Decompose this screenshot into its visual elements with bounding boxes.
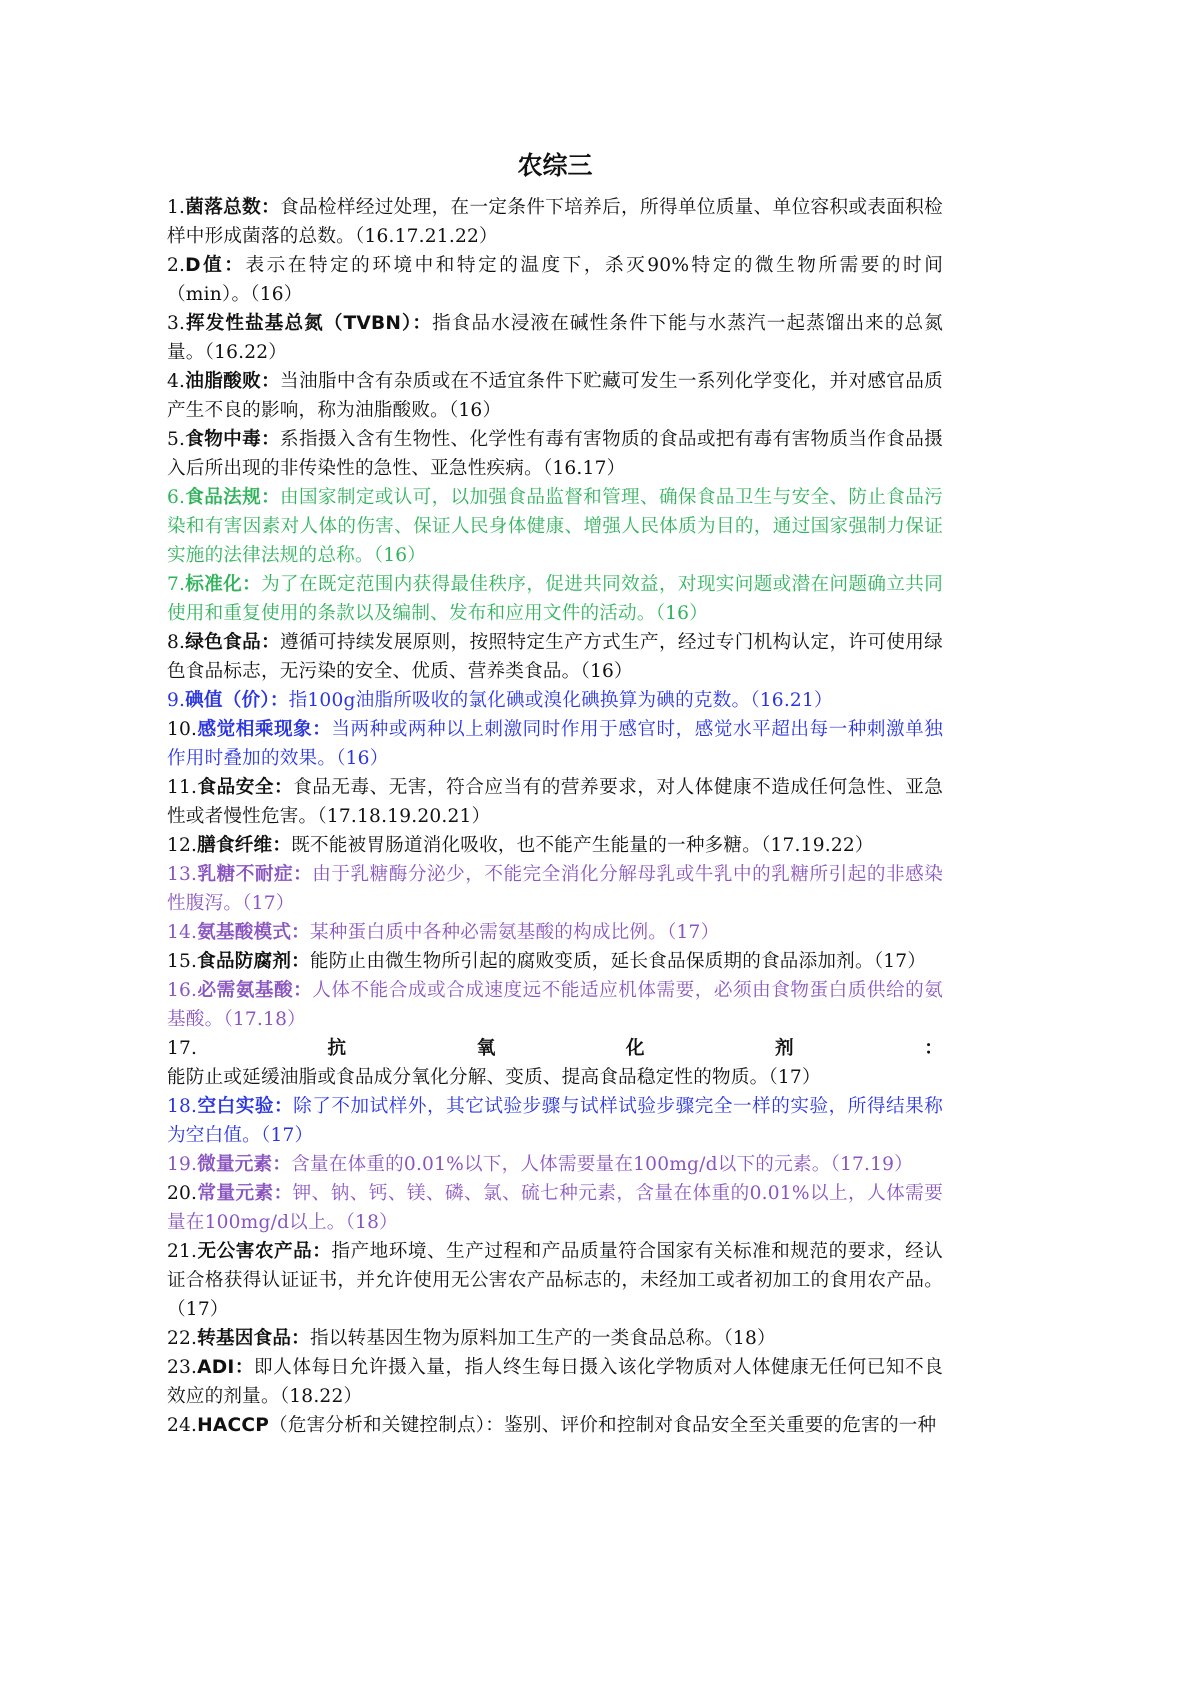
entry-separator: ： — [242, 574, 262, 595]
entry-separator: ： — [261, 487, 281, 508]
entry-definition: 钾、钠、钙、镁、磷、氯、硫七种元素，含量在体重的0.01%以上，人体需要量在100mg/d以上。（18） — [167, 1183, 943, 1233]
entry-separator: ： — [412, 313, 433, 334]
entry-term: HACCP — [197, 1415, 270, 1436]
entry-term: 油脂酸败 — [185, 371, 262, 392]
entry-term: 标准化 — [185, 574, 243, 595]
definition-entry — [167, 860, 943, 918]
entry-number: 7. — [167, 574, 186, 595]
definition-entry — [167, 976, 943, 1034]
entry-number: 10. — [167, 719, 198, 740]
entry-number: 2. — [167, 255, 186, 276]
definition-entry — [167, 251, 943, 309]
entry-separator: ： — [291, 922, 310, 943]
entry-definition: 能防止或延缓油脂或食品成分氧化分解、变质、提高食品稳定性的物质。（17） — [167, 1067, 821, 1088]
entry-number: 19. — [167, 1154, 198, 1175]
entry-number: 15. — [167, 951, 198, 972]
entry-term: 空白实验 — [197, 1096, 274, 1117]
entry-number: 24. — [167, 1415, 198, 1436]
entry-term: 感觉相乘现象 — [197, 719, 313, 740]
definition-entry — [167, 1179, 943, 1237]
definition-entry — [167, 918, 943, 947]
definition-entry — [167, 947, 943, 976]
entry-term: 抗氧化剂 — [197, 1038, 925, 1059]
entry-separator: ： — [312, 1241, 332, 1262]
entry-separator: ： — [272, 835, 292, 856]
entry-separator: ： — [261, 371, 281, 392]
entry-definition: 指100g油脂所吸收的氯化碘或溴化碘换算为碘的克数。（16.21） — [288, 690, 833, 711]
entry-term: 必需氨基酸 — [197, 980, 294, 1001]
entry-definition: 为了在既定范围内获得最佳秩序，促进共同效益，对现实问题或潜在问题确立共同使用和重复使用的条款以及编制、发布和应用文件的活动。（16） — [167, 574, 944, 624]
definition-entry — [167, 309, 943, 367]
entry-separator: ： — [272, 1154, 292, 1175]
entry-number: 17. — [167, 1038, 198, 1059]
entry-term: 转基因食品 — [197, 1328, 292, 1349]
entry-term: 常量元素 — [197, 1183, 274, 1204]
entry-separator: ： — [291, 1328, 310, 1349]
entry-term: 无公害农产品 — [197, 1241, 313, 1262]
entry-separator: ： — [273, 1183, 293, 1204]
entry-separator: ： — [293, 980, 313, 1001]
entry-definition: 指产地环境、生产过程和产品质量符合国家有关标准和规范的要求，经认证合格获得认证证书，并允许使用无公害农产品标志的，未经加工或者初加工的食用农产品。（17） — [167, 1241, 943, 1320]
definition-list — [167, 193, 943, 1440]
entry-definition: 当油脂中含有杂质或在不适宜条件下贮藏可发生一系列化学变化，并对感官品质产生不良的影响，称为油脂酸败。（16） — [167, 371, 943, 421]
entry-definition: 某种蛋白质中各种必需氨基酸的构成比例。（17） — [309, 922, 720, 943]
entry-definition: 食品无毒、无害，符合应当有的营养要求，对人体健康不造成任何急性、亚急性或者慢性危害。（17.18.19.20.21） — [167, 777, 943, 827]
entry-separator: ： — [261, 197, 281, 218]
entry-number: 6. — [167, 487, 186, 508]
entry-definition: 即人体每日允许摄入量，指人终生每日摄入该化学物质对人体健康无任何已知不良效应的剂量。（18.22） — [167, 1357, 944, 1407]
entry-separator: ： — [261, 429, 281, 450]
entry-number: 14. — [167, 922, 198, 943]
entry-term: 食物中毒 — [185, 429, 262, 450]
definition-entry — [167, 1092, 943, 1150]
entry-number: 22. — [167, 1328, 198, 1349]
entry-number: 12. — [167, 835, 198, 856]
entry-term: 乳糖不耐症 — [197, 864, 294, 885]
document-title: 农综三 — [517, 151, 593, 180]
entry-definition: 遵循可持续发展原则，按照特定生产方式生产，经过专门机构认定，许可使用绿色食品标志，无污染的安全、优质、营养类食品。（16） — [167, 632, 943, 682]
entry-number: 16. — [167, 980, 198, 1001]
definition-entry — [167, 1324, 943, 1353]
definition-entry — [167, 773, 943, 831]
entry-definition: 指食品水浸液在碱性条件下能与水蒸汽一起蒸馏出来的总氮量。（16.22） — [167, 313, 944, 363]
definition-entry — [167, 367, 943, 425]
entry-term: 膳食纤维 — [197, 835, 273, 856]
entry-definition: 由于乳糖酶分泌少，不能完全消化分解母乳或牛乳中的乳糖所引起的非感染性腹泻。（17） — [167, 864, 943, 914]
entry-definition: 系指摄入含有生物性、化学性有毒有害物质的食品或把有毒有害物质当作食品摄入后所出现的非传染性的急性、亚急性疾病。（16.17） — [167, 429, 943, 479]
entry-term: 碘值（价） — [185, 690, 270, 711]
entry-separator: ： — [291, 951, 310, 972]
entry-definition: 表示在特定的环境中和特定的温度下，杀灭90%特定的微生物所需要的时间（min）。（16） — [167, 255, 943, 305]
definition-entry — [167, 1237, 943, 1324]
definition-entry — [167, 1034, 943, 1092]
entry-number: 9. — [167, 690, 186, 711]
entry-definition: 人体不能合成或合成速度远不能适应机体需要，必须由食物蛋白质供给的氨基酸。（17.18） — [167, 980, 943, 1030]
entry-definition: 含量在体重的0.01%以下，人体需要量在100mg/d以下的元素。（17.19） — [291, 1154, 914, 1175]
entry-term: 食品防腐剂 — [197, 951, 292, 972]
definition-entry — [167, 686, 943, 715]
entry-separator: ： — [312, 719, 332, 740]
entry-term: ADI — [197, 1357, 235, 1378]
entry-definition: 能防止由微生物所引起的腐败变质，延长食品保质期的食品添加剂。（17） — [309, 951, 927, 972]
definition-entry — [167, 628, 943, 686]
entry-number: 23. — [167, 1357, 198, 1378]
definition-entry — [167, 1353, 943, 1411]
entry-number: 8. — [167, 632, 186, 653]
definition-entry — [167, 1150, 943, 1179]
entry-number: 20. — [167, 1183, 198, 1204]
entry-separator: ： — [224, 255, 246, 276]
entry-definition: 除了不加试样外，其它试验步骤与试样试验步骤完全一样的实验，所得结果称为空白值。（17） — [167, 1096, 943, 1146]
entry-separator: ： — [293, 864, 313, 885]
entry-definition: 既不能被胃肠道消化吸收，也不能产生能量的一种多糖。（17.19.22） — [291, 835, 874, 856]
entry-definition: 当两种或两种以上刺激同时作用于感官时，感觉水平超出每一种刺激单独作用时叠加的效果。（16） — [167, 719, 943, 769]
entry-separator: ： — [261, 632, 281, 653]
entry-number: 18. — [167, 1096, 198, 1117]
entry-separator: ： — [234, 1357, 255, 1378]
entry-term: 绿色食品 — [185, 632, 262, 653]
entry-number: 3. — [167, 313, 186, 334]
entry-definition: 食品检样经过处理，在一定条件下培养后，所得单位质量、单位容积或表面积检样中形成菌落的总数。（16.17.21.22） — [167, 197, 943, 247]
entry-number: 5. — [167, 429, 186, 450]
entry-separator: ： — [269, 690, 289, 711]
definition-entry — [167, 1411, 943, 1440]
definition-entry — [167, 425, 943, 483]
entry-term: 微量元素 — [197, 1154, 273, 1175]
entry-term: 氨基酸模式 — [197, 922, 292, 943]
entry-definition: （危害分析和关键控制点）：鉴别、评价和控制对食品安全至关重要的危害的一种 — [269, 1415, 937, 1436]
entry-term: 挥发性盐基总氮（TVBN） — [185, 313, 413, 334]
entry-separator: ： — [924, 1038, 943, 1059]
entry-number: 4. — [167, 371, 186, 392]
definition-entry — [167, 831, 943, 860]
entry-term: 菌落总数 — [185, 197, 262, 218]
definition-entry — [167, 570, 943, 628]
entry-definition: 由国家制定或认可，以加强食品监督和管理、确保食品卫生与安全、防止食品污染和有害因素对人体的伤害、保证人民身体健康、增强人民体质为目的，通过国家强制力保证实施的法律法规的总称。（16） — [167, 487, 943, 566]
entry-term: D值 — [185, 255, 225, 276]
entry-number: 21. — [167, 1241, 198, 1262]
definition-entry — [167, 483, 943, 570]
entry-separator: ： — [274, 777, 294, 798]
definition-entry — [167, 193, 943, 251]
entry-number: 1. — [167, 197, 186, 218]
definition-entry — [167, 715, 943, 773]
entry-number: 11. — [167, 777, 198, 798]
entry-number: 13. — [167, 864, 198, 885]
entry-term: 食品安全 — [197, 777, 274, 798]
entry-separator: ： — [274, 1096, 294, 1117]
entry-term: 食品法规 — [185, 487, 262, 508]
entry-definition: 指以转基因生物为原料加工生产的一类食品总称。（18） — [309, 1328, 776, 1349]
